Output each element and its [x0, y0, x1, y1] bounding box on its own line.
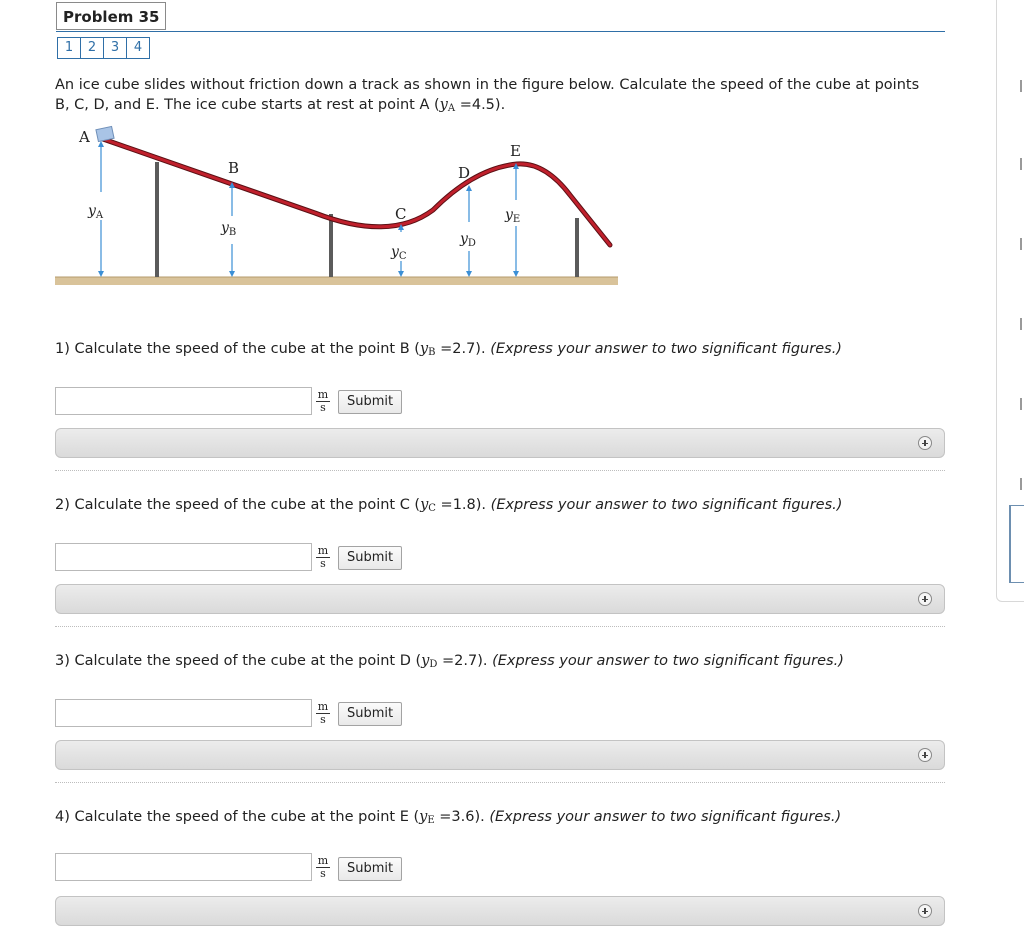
side-panel-highlight: [1009, 505, 1024, 583]
plus-circle-icon[interactable]: [918, 436, 932, 450]
side-mark: [1020, 398, 1022, 410]
support-post: [575, 218, 579, 277]
unit-label-1: $\frac{m}{s}$: [317, 388, 329, 414]
side-mark: [1020, 318, 1022, 330]
answer-input-4[interactable]: [55, 853, 312, 881]
point-label-a: A: [79, 128, 90, 146]
separator: [55, 470, 945, 471]
height-label-ye: $y_E$: [505, 207, 521, 225]
submit-button-3[interactable]: Submit: [338, 702, 402, 726]
point-label-e: E: [510, 142, 521, 160]
track-figure: [55, 120, 625, 295]
plus-circle-icon[interactable]: [918, 904, 932, 918]
part-tab-3[interactable]: 3: [103, 37, 127, 59]
expand-bar-4[interactable]: [55, 896, 945, 926]
point-label-c: C: [395, 205, 407, 223]
title-divider: [56, 31, 945, 32]
point-label-b: B: [228, 159, 240, 177]
part-tabs: [57, 37, 150, 59]
separator: [55, 626, 945, 627]
question-1: 1) Calculate the speed of the cube at the point B $(y_B =2.7)$. (Express your answer to two significant figures.): [55, 341, 842, 358]
problem-title: Problem 35: [56, 2, 166, 30]
support-post: [329, 214, 333, 277]
part-tab-1[interactable]: 1: [57, 37, 81, 59]
part-tab-2[interactable]: 2: [80, 37, 104, 59]
expand-bar-3[interactable]: [55, 740, 945, 770]
submit-button-4[interactable]: Submit: [338, 857, 402, 881]
height-label-yc: $y_C$: [391, 244, 407, 262]
answer-input-2[interactable]: [55, 543, 312, 571]
answer-input-3[interactable]: [55, 699, 312, 727]
height-label-yd: $y_D$: [460, 231, 476, 249]
support-post: [155, 162, 159, 277]
track-curve: [103, 139, 610, 245]
question-4: 4) Calculate the speed of the cube at the point E $(y_E =3.6)$. (Express your answer to two significant figures.): [55, 809, 842, 826]
separator: [55, 782, 945, 783]
plus-circle-icon[interactable]: [918, 592, 932, 606]
problem-intro: An ice cube slides without friction down a track as shown in the figure below. Calculate the speed of the cube at points B, C, D, and E. The ice cube starts at rest at point A $(y_A =4.5)$.: [55, 77, 920, 114]
side-mark: [1020, 80, 1022, 92]
side-mark: [1020, 478, 1022, 490]
ice-cube: [96, 126, 114, 141]
unit-label-2: $\frac{m}{s}$: [317, 544, 329, 570]
answer-input-1[interactable]: [55, 387, 312, 415]
submit-button-2[interactable]: Submit: [338, 546, 402, 570]
plus-circle-icon[interactable]: [918, 748, 932, 762]
expand-bar-2[interactable]: [55, 584, 945, 614]
side-mark: [1020, 238, 1022, 250]
unit-label-3: $\frac{m}{s}$: [317, 700, 329, 726]
question-2: 2) Calculate the speed of the cube at the point C $(y_C =1.8)$. (Express your answer to two significant figures.): [55, 497, 843, 514]
question-3: 3) Calculate the speed of the cube at the point D $(y_D =2.7)$. (Express your answer to two significant figures.): [55, 653, 844, 670]
side-mark: [1020, 158, 1022, 170]
height-label-yb: $y_B$: [221, 220, 237, 238]
expand-bar-1[interactable]: [55, 428, 945, 458]
submit-button-1[interactable]: Submit: [338, 390, 402, 414]
point-label-d: D: [458, 164, 471, 182]
height-label-ya: $y_A$: [88, 203, 104, 221]
ground: [55, 277, 618, 285]
unit-label-4: $\frac{m}{s}$: [317, 854, 329, 880]
part-tab-4[interactable]: 4: [126, 37, 150, 59]
